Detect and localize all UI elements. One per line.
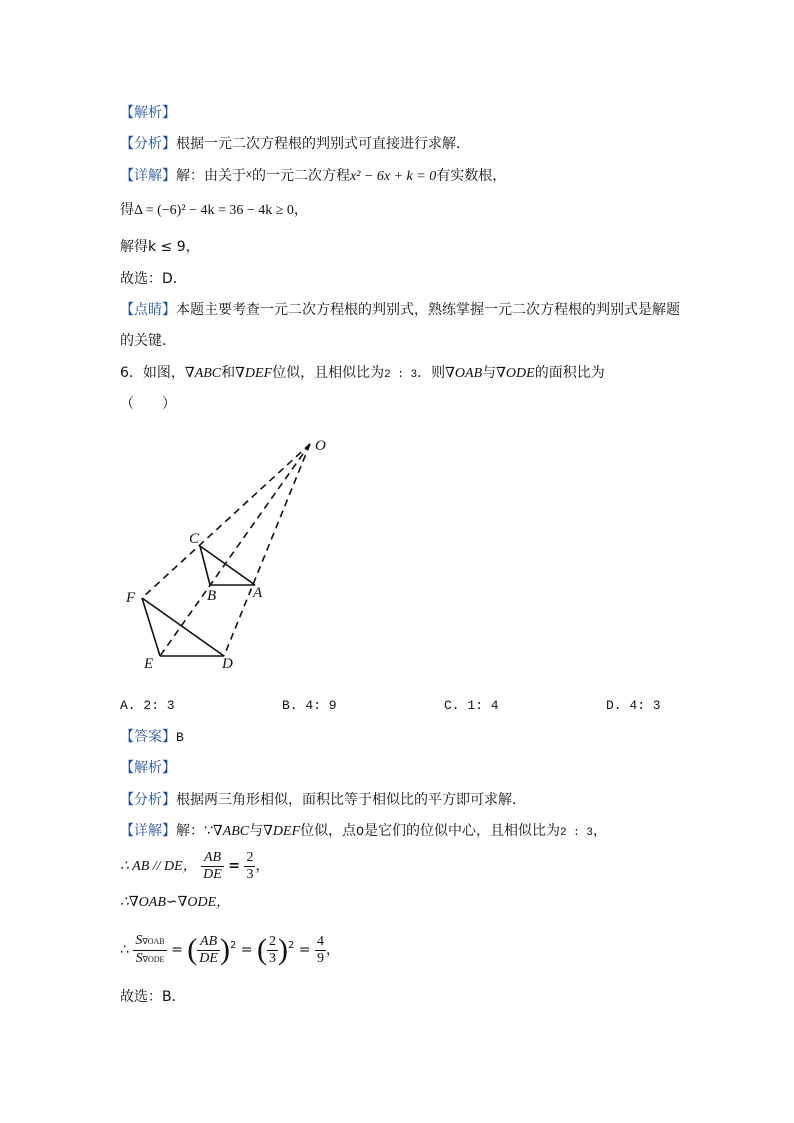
- question-and: 和: [221, 365, 236, 381]
- detail-tag-2: 【详解】: [120, 823, 176, 839]
- frac3-num: 2: [268, 933, 276, 949]
- question-ratio: 2 : 3: [384, 369, 418, 381]
- triangle-abc: ∇ABC: [184, 366, 222, 381]
- power-1: 2: [229, 940, 237, 951]
- parallel-line: [120, 848, 269, 885]
- choose-line-1: 故选：D．: [120, 271, 187, 287]
- detail-paragraph: [120, 167, 506, 188]
- comment-tag: 【点睛】: [120, 302, 176, 318]
- fenxi-text-2: 根据两三角形相似，面积比等于相似比的平方即可求解．: [176, 792, 526, 808]
- frac-rnum: 2: [246, 849, 254, 865]
- edge-fd: [142, 598, 224, 656]
- label-d: D: [222, 656, 233, 672]
- eq-1: =: [171, 942, 183, 958]
- detail-var: x: [246, 170, 253, 181]
- triangle-def-2: ∇DEF: [263, 824, 301, 839]
- s-num: S: [135, 932, 143, 948]
- ray-o-d: [224, 444, 310, 656]
- frac2-num: AB: [197, 934, 220, 951]
- fenxi-tag: 【分析】: [120, 136, 176, 152]
- detail-end: ，: [592, 823, 607, 839]
- eq-2: =: [240, 942, 253, 958]
- answer-value: B: [176, 730, 184, 745]
- equation: x² − 6x + k = 0: [350, 169, 437, 184]
- detail-text-a: 解：由关于: [176, 168, 246, 184]
- question-text-b: 位似，且相似比为: [272, 365, 385, 381]
- paren-open-2: (: [256, 933, 267, 966]
- option-a[interactable]: A. 2: 3: [120, 698, 175, 713]
- fenxi-text: 根据一元二次方程根的判别式可直接进行求解．: [176, 136, 470, 152]
- detail-c: 是它们的位似中心，且相似比为: [363, 823, 560, 839]
- question-line: [120, 364, 605, 384]
- similar-line: ∴∇OAB∽∇ODE，: [120, 895, 231, 910]
- parallel-text: ∴ AB // DE，: [120, 859, 197, 874]
- fraction-2-3: [244, 850, 255, 883]
- detail-text-c: 有实数根，: [436, 168, 507, 184]
- paren-close-2: ): [277, 933, 288, 966]
- analysis-heading-2: 【解析】: [120, 760, 176, 776]
- detail-with: 与: [249, 823, 264, 839]
- triangle-def: ∇DEF: [235, 366, 273, 381]
- paren-close-1: ): [219, 933, 230, 966]
- res-end: ，: [325, 942, 340, 958]
- question-text-a: 如图，: [142, 365, 185, 381]
- label-f: F: [126, 590, 136, 606]
- eq-3: =: [298, 942, 311, 958]
- frac-rden: 3: [246, 866, 254, 882]
- triangle-abc-2: ∇ABC: [212, 824, 250, 839]
- res-den: 9: [316, 950, 324, 966]
- detail-tag: 【详解】: [120, 168, 176, 184]
- analysis-heading: 【解析】: [120, 105, 176, 121]
- answer-tag: 【答案】: [120, 729, 176, 745]
- frac2-den: DE: [199, 950, 218, 966]
- comment-paragraph: [120, 301, 680, 319]
- power-2: 2: [287, 940, 295, 951]
- detail-a: 解：∵: [176, 823, 213, 839]
- paren-open-1: (: [187, 933, 198, 966]
- homothety-figure: [110, 428, 350, 680]
- fraction-2-3-b: [267, 934, 278, 967]
- choose-line-2: 故选：B．: [120, 989, 186, 1005]
- frac-eq: =: [228, 858, 241, 874]
- ray-o-e: [160, 444, 310, 656]
- label-e: E: [144, 656, 154, 672]
- label-o: O: [315, 438, 326, 454]
- detail-paragraph-2: [120, 822, 607, 842]
- option-c[interactable]: C. 1: 4: [444, 698, 499, 713]
- frac-den: DE: [203, 866, 222, 882]
- frac-num: AB: [201, 850, 224, 867]
- s-den-sub: ∇ODE: [142, 954, 165, 964]
- answer-line: [120, 728, 184, 747]
- s-num-sub: ∇OAB: [142, 936, 165, 946]
- option-b[interactable]: B. 4: 9: [282, 698, 337, 713]
- label-c: C: [189, 531, 200, 547]
- comment-text-2: 的关键．: [120, 333, 176, 349]
- frac-end: ，: [255, 858, 270, 874]
- analysis-paragraph: [120, 135, 470, 153]
- s-den: S: [135, 950, 143, 966]
- center-point: O: [356, 824, 364, 839]
- question-blank: （ ）: [120, 396, 176, 412]
- frac3-den: 3: [268, 950, 276, 966]
- fenxi-tag-2: 【分析】: [120, 792, 176, 808]
- triangle-ode: ∇ODE: [496, 366, 535, 381]
- question-with: 与: [482, 365, 497, 381]
- edge-fe: [142, 598, 160, 656]
- solve-line: 解得k ≤ 9，: [120, 239, 200, 255]
- comment-text-1: 本题主要考查一元二次方程根的判别式，熟练掌握一元二次方程根的判别式是解题: [176, 302, 680, 318]
- fraction-ab-de: [201, 850, 224, 883]
- area-ratio-line: [120, 928, 340, 974]
- question-text-c: ．则: [417, 365, 446, 381]
- label-a: A: [253, 585, 263, 601]
- fraction-4-9: [315, 934, 326, 967]
- therefore-sign: ∴: [120, 942, 129, 958]
- analysis-paragraph-2: [120, 791, 526, 809]
- detail-text-b: 的一元二次方程: [252, 168, 351, 184]
- question-text-d: 的面积比为: [534, 365, 605, 381]
- discriminant-line: 得Δ = (−6)² − 4k = 36 − 4k ≥ 0，: [120, 203, 308, 218]
- fraction-area: [133, 933, 166, 968]
- ray-o-f: [142, 444, 310, 598]
- fraction-ab-de-2: [197, 934, 220, 967]
- triangle-oab: ∇OAB: [445, 366, 483, 381]
- question-number: 6．: [120, 365, 143, 381]
- detail-ratio: 2 : 3: [559, 827, 593, 839]
- option-d[interactable]: D. 4: 3: [606, 698, 661, 713]
- detail-b: 位似，点: [300, 823, 357, 839]
- res-num: 4: [316, 933, 324, 949]
- label-b: B: [207, 588, 217, 604]
